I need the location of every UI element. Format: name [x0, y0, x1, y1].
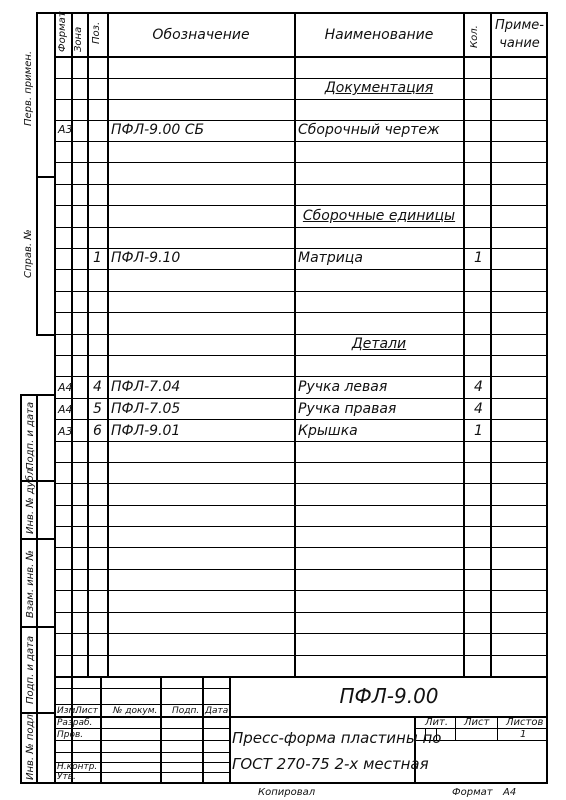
tb-col-podp — [202, 676, 204, 784]
section-documentation: Документация — [324, 80, 434, 96]
footer-format-value: А4 — [503, 787, 517, 798]
row-qty: 1 — [474, 250, 483, 266]
row-rule — [54, 633, 548, 634]
col-divider-name — [463, 12, 465, 676]
header-bottom-line — [54, 56, 548, 58]
row-rule — [54, 291, 548, 292]
tb-sheets-value: 1 — [520, 729, 527, 740]
side-strip-divider — [20, 626, 56, 628]
tb-sheet: Лист — [464, 717, 490, 728]
row-rule — [54, 120, 548, 121]
header-designation: Обозначение — [152, 27, 250, 43]
row-rule — [54, 547, 548, 548]
row-rule — [54, 205, 548, 206]
row-rule — [54, 78, 548, 79]
row-rule — [54, 398, 548, 399]
row-designation: ПФЛ-7.04 — [111, 379, 181, 395]
side-label-podp-data-1: Подп. и дата — [25, 401, 36, 470]
side-strip-top — [36, 12, 56, 336]
side-label-podp-data-2: Подп. и дата — [25, 635, 36, 704]
row-pos: 5 — [93, 401, 102, 417]
row-format: А4 — [58, 381, 73, 394]
tb-row-line — [54, 740, 229, 741]
tb-n-kontr: Н.контр. — [57, 762, 98, 772]
row-rule — [54, 141, 548, 142]
row-rule — [54, 483, 548, 484]
side-label-vzam-inv: Взам. инв. № — [25, 550, 36, 618]
row-rule — [54, 505, 548, 506]
tb-col-doc — [160, 676, 162, 784]
title-line-2: ГОСТ 270-75 2-х местная — [232, 755, 429, 773]
side-strip-divider — [20, 538, 56, 540]
col-divider-pos — [107, 12, 109, 676]
tb-col-list — [100, 676, 102, 784]
row-rule — [54, 441, 548, 442]
footer-copied: Копировал — [258, 787, 316, 798]
row-rule — [54, 655, 548, 656]
side-label-inv-dubl: Инв. № дубл. — [25, 465, 36, 534]
row-name: Матрица — [298, 250, 363, 266]
row-rule — [54, 526, 548, 527]
row-rule — [54, 590, 548, 591]
header-note-line1: Приме- — [495, 18, 544, 33]
tb-row-line — [54, 704, 229, 705]
tb-row-line — [54, 752, 229, 753]
row-designation: ПФЛ-9.10 — [111, 250, 181, 266]
row-rule — [54, 227, 548, 228]
row-format: А4 — [58, 403, 73, 416]
row-qty: 4 — [474, 401, 483, 417]
tb-list: Лист — [75, 706, 98, 716]
row-designation: ПФЛ-9.01 — [111, 423, 181, 439]
row-rule — [54, 248, 548, 249]
row-rule — [54, 376, 548, 377]
tb-row-line — [54, 772, 229, 773]
tb-izm: Изм. — [57, 706, 79, 716]
tb-utv: Утв. — [57, 772, 76, 782]
title-line-1: Пресс-форма пластины по — [232, 729, 442, 747]
side-label-inv-podl: Инв. № подл. — [25, 711, 36, 780]
row-rule — [54, 355, 548, 356]
row-rule — [54, 334, 548, 335]
tb-row-line — [54, 688, 229, 689]
footer-format-label: Формат — [452, 787, 493, 798]
header-qty: Кол. — [469, 25, 480, 48]
row-rule — [54, 569, 548, 570]
tb-col-title — [414, 716, 416, 784]
side-label-perv-primen: Перв. примен. — [23, 50, 34, 126]
col-divider-format — [71, 12, 73, 676]
title-block-top-line — [54, 676, 548, 678]
tb-lit: Лит. — [425, 717, 449, 728]
row-format: А3 — [58, 123, 73, 136]
col-divider-zone — [87, 12, 89, 676]
row-rule — [54, 269, 548, 270]
row-rule — [54, 162, 548, 163]
col-divider-qty — [490, 12, 492, 676]
row-format: А3 — [58, 425, 73, 438]
document-code: ПФЛ-9.00 — [339, 684, 439, 708]
row-rule — [54, 462, 548, 463]
row-pos: 1 — [93, 250, 102, 266]
row-rule — [54, 184, 548, 185]
tb-data: Дата — [205, 706, 229, 716]
header-zone: Зона — [73, 26, 84, 52]
row-designation: ПФЛ-7.05 — [111, 401, 181, 417]
row-designation: ПФЛ-9.00 СБ — [111, 122, 205, 138]
tb-doc-no: № докум. — [113, 706, 158, 716]
header-note-line2: чание — [499, 36, 540, 51]
tb-sheets: Листов — [506, 717, 544, 728]
row-rule — [54, 312, 548, 313]
row-name: Сборочный чертеж — [298, 122, 440, 138]
tb-prov: Пров. — [57, 730, 84, 740]
row-rule — [54, 612, 548, 613]
row-rule — [54, 419, 548, 420]
side-label-sprav-no: Справ. № — [23, 229, 34, 278]
tb-lit-divider — [455, 716, 456, 740]
row-name: Крышка — [298, 423, 358, 439]
header-format: Формат — [57, 11, 68, 52]
side-strip-divider — [36, 176, 56, 178]
side-strip-inner-line — [36, 394, 38, 784]
tb-razrab: Разраб. — [57, 718, 93, 728]
row-qty: 1 — [474, 423, 483, 439]
row-pos: 4 — [93, 379, 102, 395]
row-rule — [54, 99, 548, 100]
tb-row-line — [54, 728, 229, 729]
row-name: Ручка левая — [298, 379, 388, 395]
tb-podp: Подп. — [172, 706, 200, 716]
tb-lit-divider — [497, 716, 498, 740]
row-pos: 6 — [93, 423, 102, 439]
section-assemblies: Сборочные единицы — [302, 208, 456, 224]
row-qty: 4 — [474, 379, 483, 395]
header-pos: Поз. — [91, 21, 102, 44]
header-name: Наименование — [324, 27, 434, 43]
row-name: Ручка правая — [298, 401, 397, 417]
section-parts: Детали — [351, 336, 407, 352]
